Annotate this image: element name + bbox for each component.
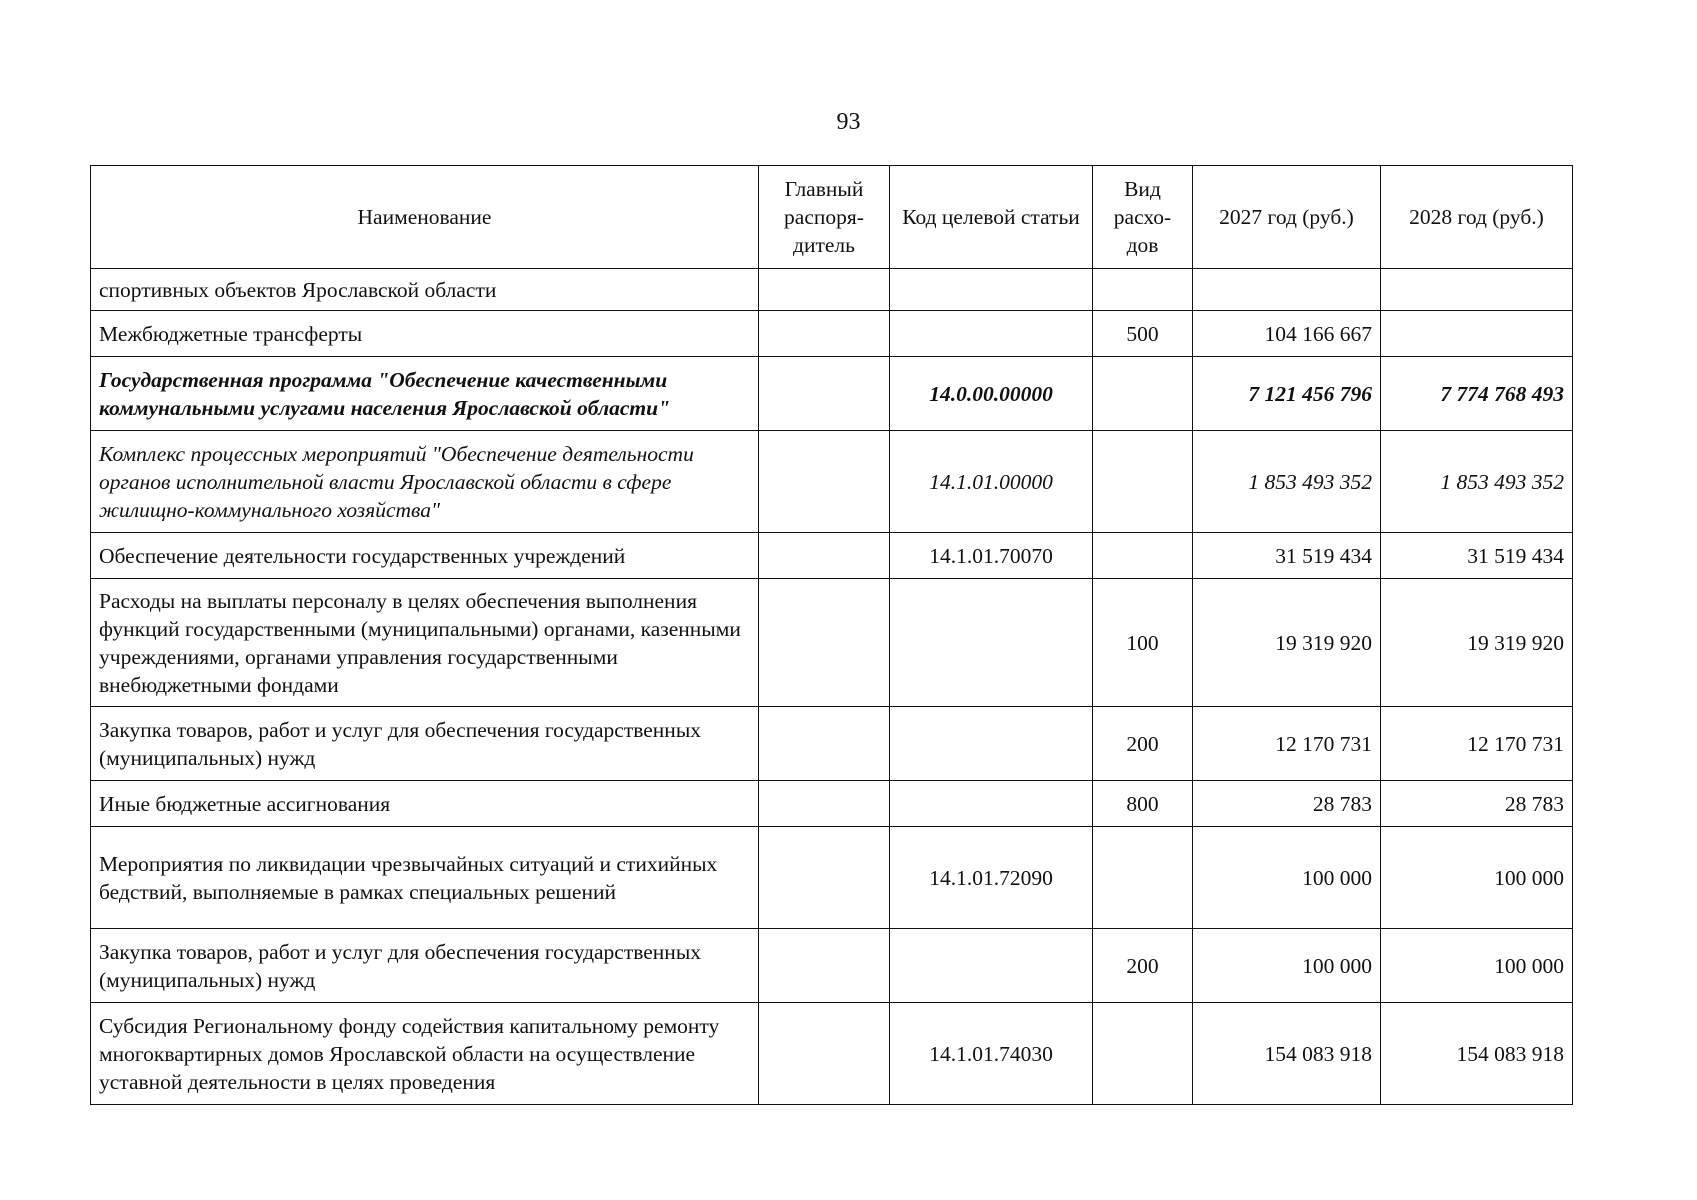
row-main-manager — [759, 311, 890, 357]
row-name: Иные бюджетные ассигнования — [91, 781, 759, 827]
row-code: 14.1.01.00000 — [890, 431, 1093, 533]
row-2027 — [1193, 269, 1381, 311]
row-vid — [1093, 431, 1193, 533]
table-header — [91, 166, 1573, 269]
table-row — [91, 781, 1573, 827]
table-row — [91, 929, 1573, 1003]
row-vid: 200 — [1093, 929, 1193, 1003]
table-row — [91, 311, 1573, 357]
row-2027: 104 166 667 — [1193, 311, 1381, 357]
row-2027: 19 319 920 — [1193, 579, 1381, 707]
row-code — [890, 579, 1093, 707]
row-main-manager — [759, 431, 890, 533]
table-row-program — [91, 357, 1573, 431]
row-main-manager — [759, 707, 890, 781]
row-name: Расходы на выплаты персоналу в целях обеспечения выполнения функций государственными (муниципальными) органами, казенными учреждениями, органами управления государственными внебюджетными фондами — [91, 579, 759, 707]
header-name: Наименование — [91, 166, 759, 269]
header-row — [91, 166, 1573, 269]
row-2028: 1 853 493 352 — [1381, 431, 1573, 533]
header-year-2027: 2027 год (руб.) — [1193, 166, 1381, 269]
row-main-manager — [759, 827, 890, 929]
row-main-manager — [759, 269, 890, 311]
header-expense-type: Вид расхо-дов — [1093, 166, 1193, 269]
row-2027: 28 783 — [1193, 781, 1381, 827]
row-code: 14.1.01.72090 — [890, 827, 1093, 929]
row-vid — [1093, 269, 1193, 311]
row-main-manager — [759, 357, 890, 431]
table-row — [91, 269, 1573, 311]
row-main-manager — [759, 1003, 890, 1105]
row-vid: 100 — [1093, 579, 1193, 707]
row-2028: 7 774 768 493 — [1381, 357, 1573, 431]
row-2027: 1 853 493 352 — [1193, 431, 1381, 533]
row-main-manager — [759, 929, 890, 1003]
row-vid — [1093, 533, 1193, 579]
header-main-manager: Главный распоря-дитель — [759, 166, 890, 269]
row-vid: 800 — [1093, 781, 1193, 827]
row-name: спортивных объектов Ярославской области — [91, 269, 759, 311]
table-row — [91, 707, 1573, 781]
row-2028: 28 783 — [1381, 781, 1573, 827]
row-main-manager — [759, 781, 890, 827]
row-2028: 154 083 918 — [1381, 1003, 1573, 1105]
row-code: 14.1.01.74030 — [890, 1003, 1093, 1105]
row-2028: 31 519 434 — [1381, 533, 1573, 579]
row-2027: 154 083 918 — [1193, 1003, 1381, 1105]
row-name: Обеспечение деятельности государственных учреждений — [91, 533, 759, 579]
row-name: Комплекс процессных мероприятий "Обеспечение деятельности органов исполнительной власти Ярославской области в сфере жилищно-коммунального хозяйства" — [91, 431, 759, 533]
row-code — [890, 707, 1093, 781]
row-name: Мероприятия по ликвидации чрезвычайных ситуаций и стихийных бедствий, выполняемые в рамках специальных решений — [91, 827, 759, 929]
row-2027: 31 519 434 — [1193, 533, 1381, 579]
row-2027: 12 170 731 — [1193, 707, 1381, 781]
row-name: Государственная программа "Обеспечение качественными коммунальными услугами населения Ярославской области" — [91, 357, 759, 431]
row-name: Субсидия Региональному фонду содействия капитальному ремонту многоквартирных домов Ярославской области на осуществление уставной деятельности в целях проведения — [91, 1003, 759, 1105]
row-vid: 500 — [1093, 311, 1193, 357]
table-row — [91, 579, 1573, 707]
row-2027: 7 121 456 796 — [1193, 357, 1381, 431]
table-row — [91, 1003, 1573, 1105]
row-vid — [1093, 1003, 1193, 1105]
header-year-2028: 2028 год (руб.) — [1381, 166, 1573, 269]
budget-table — [90, 165, 1573, 1105]
row-2027: 100 000 — [1193, 929, 1381, 1003]
table-body — [91, 269, 1573, 1105]
row-name: Закупка товаров, работ и услуг для обеспечения государственных (муниципальных) нужд — [91, 929, 759, 1003]
row-name: Межбюджетные трансферты — [91, 311, 759, 357]
row-2028: 100 000 — [1381, 929, 1573, 1003]
row-2028 — [1381, 311, 1573, 357]
row-main-manager — [759, 579, 890, 707]
row-code: 14.0.00.00000 — [890, 357, 1093, 431]
page-number: 93 — [836, 109, 861, 135]
header-target-code: Код целевой статьи — [890, 166, 1093, 269]
row-2028: 12 170 731 — [1381, 707, 1573, 781]
row-code — [890, 781, 1093, 827]
row-code — [890, 929, 1093, 1003]
row-name: Закупка товаров, работ и услуг для обеспечения государственных (муниципальных) нужд — [91, 707, 759, 781]
row-code: 14.1.01.70070 — [890, 533, 1093, 579]
table-row — [91, 533, 1573, 579]
table-row — [91, 827, 1573, 929]
table-row-complex — [91, 431, 1573, 533]
row-2028: 19 319 920 — [1381, 579, 1573, 707]
row-2028: 100 000 — [1381, 827, 1573, 929]
row-vid — [1093, 357, 1193, 431]
row-code — [890, 311, 1093, 357]
row-vid — [1093, 827, 1193, 929]
row-code — [890, 269, 1093, 311]
row-main-manager — [759, 533, 890, 579]
row-vid: 200 — [1093, 707, 1193, 781]
row-2028 — [1381, 269, 1573, 311]
row-2027: 100 000 — [1193, 827, 1381, 929]
